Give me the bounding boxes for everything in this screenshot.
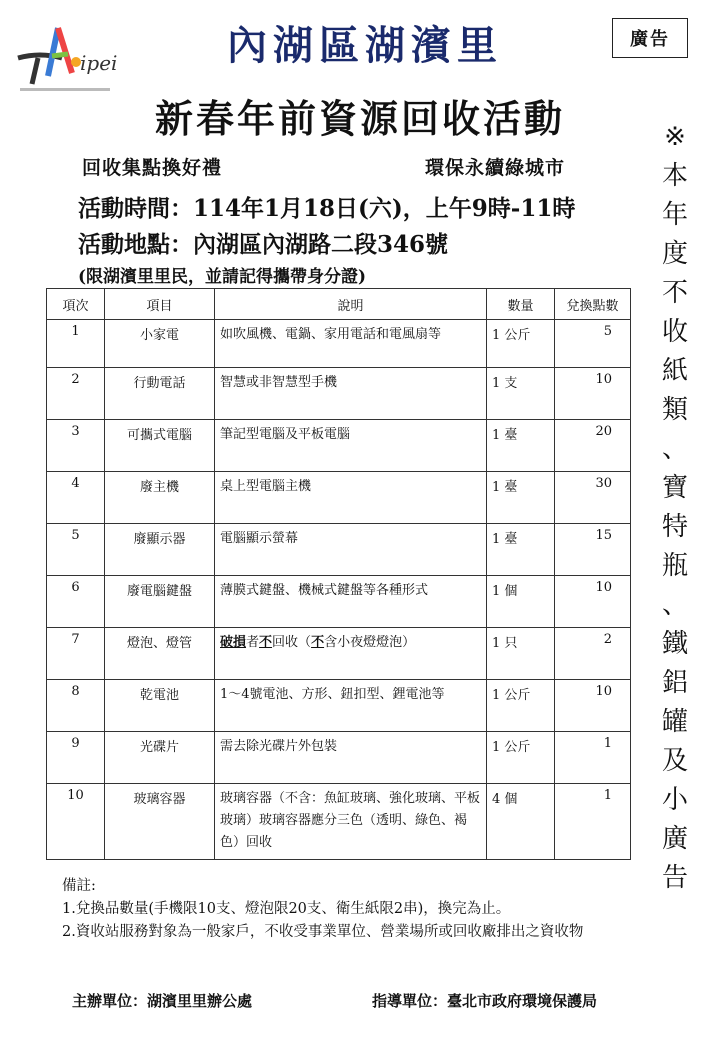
row-item: 燈泡、燈管 xyxy=(105,628,215,680)
taipei-logo xyxy=(10,18,125,98)
organizer: 主辦單位：湖濱里里辦公處 xyxy=(72,992,253,1010)
row-no: 6 xyxy=(47,576,105,628)
row-item: 廢主機 xyxy=(105,472,215,524)
row-item: 乾電池 xyxy=(105,680,215,732)
row-desc xyxy=(215,628,487,680)
row-item: 行動電話 xyxy=(105,368,215,420)
row-no: 4 xyxy=(47,472,105,524)
row-qty: 1 臺 xyxy=(487,420,555,472)
vertical-char: 、 xyxy=(661,590,688,620)
vertical-char: 不 xyxy=(661,278,688,308)
vertical-char: 度 xyxy=(661,239,688,269)
vertical-char: 紙 xyxy=(661,356,688,386)
vertical-notice xyxy=(655,118,695,898)
desc-part: 者 xyxy=(246,635,260,650)
row-item: 玻璃容器 xyxy=(105,784,215,860)
row-no: 9 xyxy=(47,732,105,784)
row-item: 光碟片 xyxy=(105,732,215,784)
remarks-line-2: 2.資收站服務對象為一般家戶，不收受事業單位、營業場所或回收廠排出之資收物 xyxy=(62,924,584,940)
recycling-table xyxy=(46,288,631,860)
vertical-char: 小 xyxy=(661,785,688,815)
remarks-title: 備註: xyxy=(62,878,96,894)
row-qty: 1 公斤 xyxy=(487,680,555,732)
row-item: 廢電腦鍵盤 xyxy=(105,576,215,628)
row-points: 30 xyxy=(555,472,631,524)
row-desc: 1～4號電池、方形、鈕扣型、鋰電池等 xyxy=(215,680,487,732)
row-desc: 需去除光碟片外包裝 xyxy=(215,732,487,784)
desc-part: 不 xyxy=(259,635,273,650)
supervisor: 指導單位：臺北市政府環境保護局 xyxy=(372,992,598,1010)
row-desc: 玻璃容器（不含：魚缸玻璃、強化玻璃、平板玻璃）玻璃容器應分三色（透明、綠色、褐色）回收 xyxy=(215,784,487,860)
desc-part: 回收（ xyxy=(272,635,312,650)
table-row xyxy=(47,524,631,576)
row-points: 10 xyxy=(555,680,631,732)
vertical-char: 寶 xyxy=(661,473,688,503)
header-no: 項次 xyxy=(47,289,105,320)
resident-note: (限湖濱里里民，並請記得攜帶身分證) xyxy=(78,267,367,287)
remarks-line-1: 1.兌換品數量(手機限10支、燈泡限20支、衛生紙限2串)，換完為止。 xyxy=(62,901,511,917)
vertical-char: 鐵 xyxy=(661,629,688,659)
row-qty: 1 臺 xyxy=(487,472,555,524)
row-no: 5 xyxy=(47,524,105,576)
header-qty: 數量 xyxy=(487,289,555,320)
row-item: 小家電 xyxy=(105,320,215,368)
vertical-char: 告 xyxy=(661,863,688,893)
vertical-char: 及 xyxy=(661,746,688,776)
row-points: 1 xyxy=(555,732,631,784)
header-desc: 說明 xyxy=(215,289,487,320)
table-row xyxy=(47,784,631,860)
slogan-left: 回收集點換好禮 xyxy=(82,157,223,179)
row-desc: 電腦顯示螢幕 xyxy=(215,524,487,576)
row-qty: 1 臺 xyxy=(487,524,555,576)
desc-part: 不 xyxy=(311,635,325,650)
table-row xyxy=(47,472,631,524)
row-desc: 薄膜式鍵盤、機械式鍵盤等各種形式 xyxy=(215,576,487,628)
row-points: 15 xyxy=(555,524,631,576)
row-points: 5 xyxy=(555,320,631,368)
row-item: 可攜式電腦 xyxy=(105,420,215,472)
vertical-char: 、 xyxy=(661,434,688,464)
event-time: 活動時間：114年1月18日(六)，上午9時-11時 xyxy=(78,195,576,222)
row-desc: 筆記型電腦及平板電腦 xyxy=(215,420,487,472)
row-no: 7 xyxy=(47,628,105,680)
vertical-char: 類 xyxy=(661,395,688,425)
row-qty: 1 只 xyxy=(487,628,555,680)
row-points: 10 xyxy=(555,576,631,628)
table-row xyxy=(47,368,631,420)
row-qty: 1 公斤 xyxy=(487,732,555,784)
row-qty: 1 公斤 xyxy=(487,320,555,368)
event-title: 新春年前資源回收活動 xyxy=(154,96,565,141)
row-desc: 智慧或非智慧型手機 xyxy=(215,368,487,420)
row-desc: 桌上型電腦主機 xyxy=(215,472,487,524)
slogan-right: 環保永續綠城市 xyxy=(425,157,566,179)
vertical-char: 年 xyxy=(661,200,688,230)
row-qty: 1 支 xyxy=(487,368,555,420)
table-row xyxy=(47,420,631,472)
svg-text:ipei: ipei xyxy=(80,51,118,75)
row-no: 1 xyxy=(47,320,105,368)
row-qty: 4 個 xyxy=(487,784,555,860)
row-points: 2 xyxy=(555,628,631,680)
desc-part: 破損 xyxy=(220,635,247,650)
vertical-char: 廣 xyxy=(661,824,688,854)
ad-label-box: 廣告 xyxy=(612,18,688,58)
desc-part: 含小夜燈燈泡） xyxy=(324,635,416,650)
event-place: 活動地點：內湖區內湖路二段346號 xyxy=(78,231,449,258)
table-row xyxy=(47,732,631,784)
row-no: 2 xyxy=(47,368,105,420)
row-no: 8 xyxy=(47,680,105,732)
vertical-char: 本 xyxy=(661,161,688,191)
vertical-char: 特 xyxy=(661,512,688,542)
row-desc: 如吹風機、電鍋、家用電話和電風扇等 xyxy=(215,320,487,368)
header-points: 兌換點數 xyxy=(555,289,631,320)
page-title: 內湖區湖濱里 xyxy=(227,22,503,69)
row-no: 10 xyxy=(47,784,105,860)
remarks xyxy=(62,875,642,944)
vertical-char: 鋁 xyxy=(661,668,688,698)
row-qty: 1 個 xyxy=(487,576,555,628)
table-row xyxy=(47,576,631,628)
row-no: 3 xyxy=(47,420,105,472)
row-points: 20 xyxy=(555,420,631,472)
row-points: 10 xyxy=(555,368,631,420)
vertical-char: 瓶 xyxy=(661,551,688,581)
vertical-char: 收 xyxy=(661,317,688,347)
table-row xyxy=(47,628,631,680)
row-points: 1 xyxy=(555,784,631,860)
table-row xyxy=(47,680,631,732)
header-item: 項目 xyxy=(105,289,215,320)
table-header-row xyxy=(47,289,631,320)
row-item: 廢顯示器 xyxy=(105,524,215,576)
table-row xyxy=(47,320,631,368)
vertical-char: 罐 xyxy=(661,707,688,737)
vertical-char: ※ xyxy=(664,122,686,152)
